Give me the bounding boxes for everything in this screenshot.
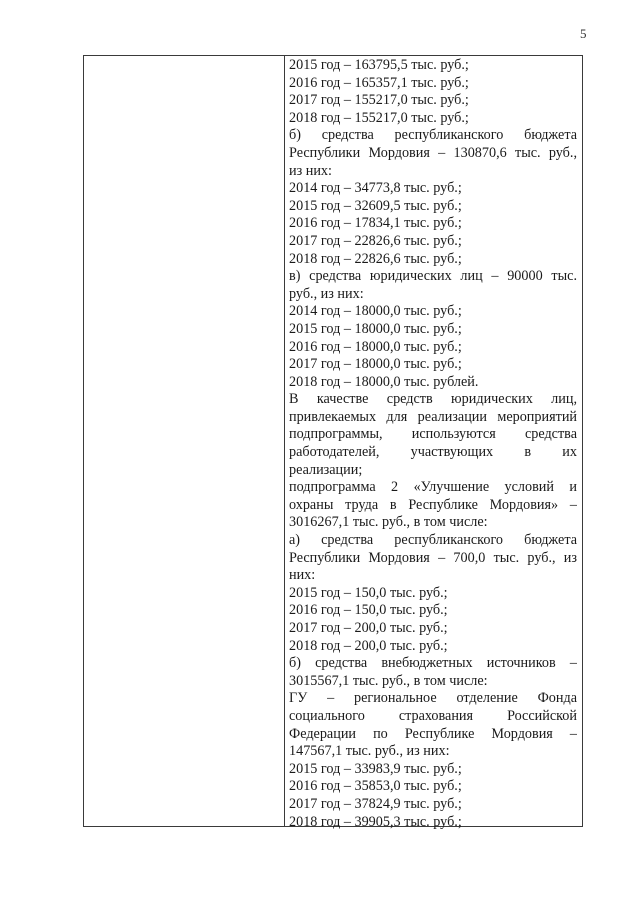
text-line: 2016 год – 18000,0 тыс. руб.; <box>289 338 462 355</box>
text-line: 2015 год – 163795,5 тыс. руб.; <box>289 57 469 73</box>
text-line: 2014 год – 18000,0 тыс. руб.; <box>289 303 462 320</box>
text-line: реализации; <box>289 461 363 478</box>
text-line: 2016 год – 35853,0 тыс. руб.; <box>289 778 462 795</box>
text-line: привлекаемых для реализации мероприятий <box>289 408 577 425</box>
text-line: социального страхования Российской <box>289 707 577 724</box>
text-line: Федерации по Республике Мордовия – <box>289 725 577 742</box>
text-line: 2017 год – 200,0 тыс. руб.; <box>289 620 448 636</box>
text-line: 2018 год – 18000,0 тыс. рублей. <box>289 373 479 390</box>
text-line: 2015 год – 33983,9 тыс. руб.; <box>289 760 462 777</box>
text-line: б) средства внебюджетных источников – <box>289 655 577 672</box>
text-line: 2017 год – 22826,6 тыс. руб.; <box>289 232 462 249</box>
text-line: 2015 год – 18000,0 тыс. руб.; <box>289 320 462 337</box>
text-line: 147567,1 тыс. руб., из них: <box>289 743 450 760</box>
text-line: 2014 год – 34773,8 тыс. руб.; <box>289 180 462 197</box>
text-line: в) средства юридических лиц – 90000 тыс. <box>289 268 577 285</box>
text-line: 2018 год – 39905,3 тыс. руб.; <box>289 813 462 830</box>
text-line: них: <box>289 567 316 584</box>
text-line: 2018 год – 155217,0 тыс. руб.; <box>289 109 469 126</box>
text-line: 2015 год – 32609,5 тыс. руб.; <box>289 197 462 214</box>
text-line: Республики Мордовия – 700,0 тыс. руб., из <box>289 549 577 566</box>
document-table <box>83 55 583 830</box>
text-line: 2016 год – 165357,1 тыс. руб.; <box>289 74 469 91</box>
text-line: подпрограммы, используются средства <box>289 426 577 443</box>
text-line: 2015 год – 150,0 тыс. руб.; <box>289 584 448 601</box>
text-line: подпрограмма 2 «Улучшение условий и <box>289 479 577 496</box>
text-line: Республики Мордовия – 130870,6 тыс. руб., <box>289 144 577 161</box>
text-line: руб., из них: <box>289 285 364 302</box>
text-line: а) средства республиканского бюджета <box>289 532 577 549</box>
text-line: 2018 год – 22826,6 тыс. руб.; <box>289 250 462 267</box>
text-line: 3015567,1 тыс. руб., в том числе: <box>289 672 488 689</box>
text-line: 2017 год – 18000,0 тыс. руб.; <box>289 356 462 373</box>
text-line: 2016 год – 150,0 тыс. руб.; <box>289 602 448 619</box>
text-line: 2018 год – 200,0 тыс. руб.; <box>289 637 448 654</box>
text-line: ГУ – региональное отделение Фонда <box>289 690 577 707</box>
text-line: б) средства республиканского бюджета <box>289 127 577 144</box>
text-line: охраны труда в Республике Мордовия» – <box>289 496 577 513</box>
text-line: из них: <box>289 162 332 179</box>
text-line: 2016 год – 17834,1 тыс. руб.; <box>289 215 462 232</box>
text-line: 2017 год – 37824,9 тыс. руб.; <box>289 795 462 812</box>
column-divider <box>284 56 285 826</box>
text-line: 2017 год – 155217,0 тыс. руб.; <box>289 92 469 109</box>
page-number: 5 <box>580 26 587 41</box>
right-cell-text <box>289 57 577 831</box>
text-line: В качестве средств юридических лиц, <box>289 391 577 408</box>
text-line: работодателей, участвующих в их <box>289 444 577 461</box>
text-line: 3016267,1 тыс. руб., в том числе: <box>289 514 488 531</box>
